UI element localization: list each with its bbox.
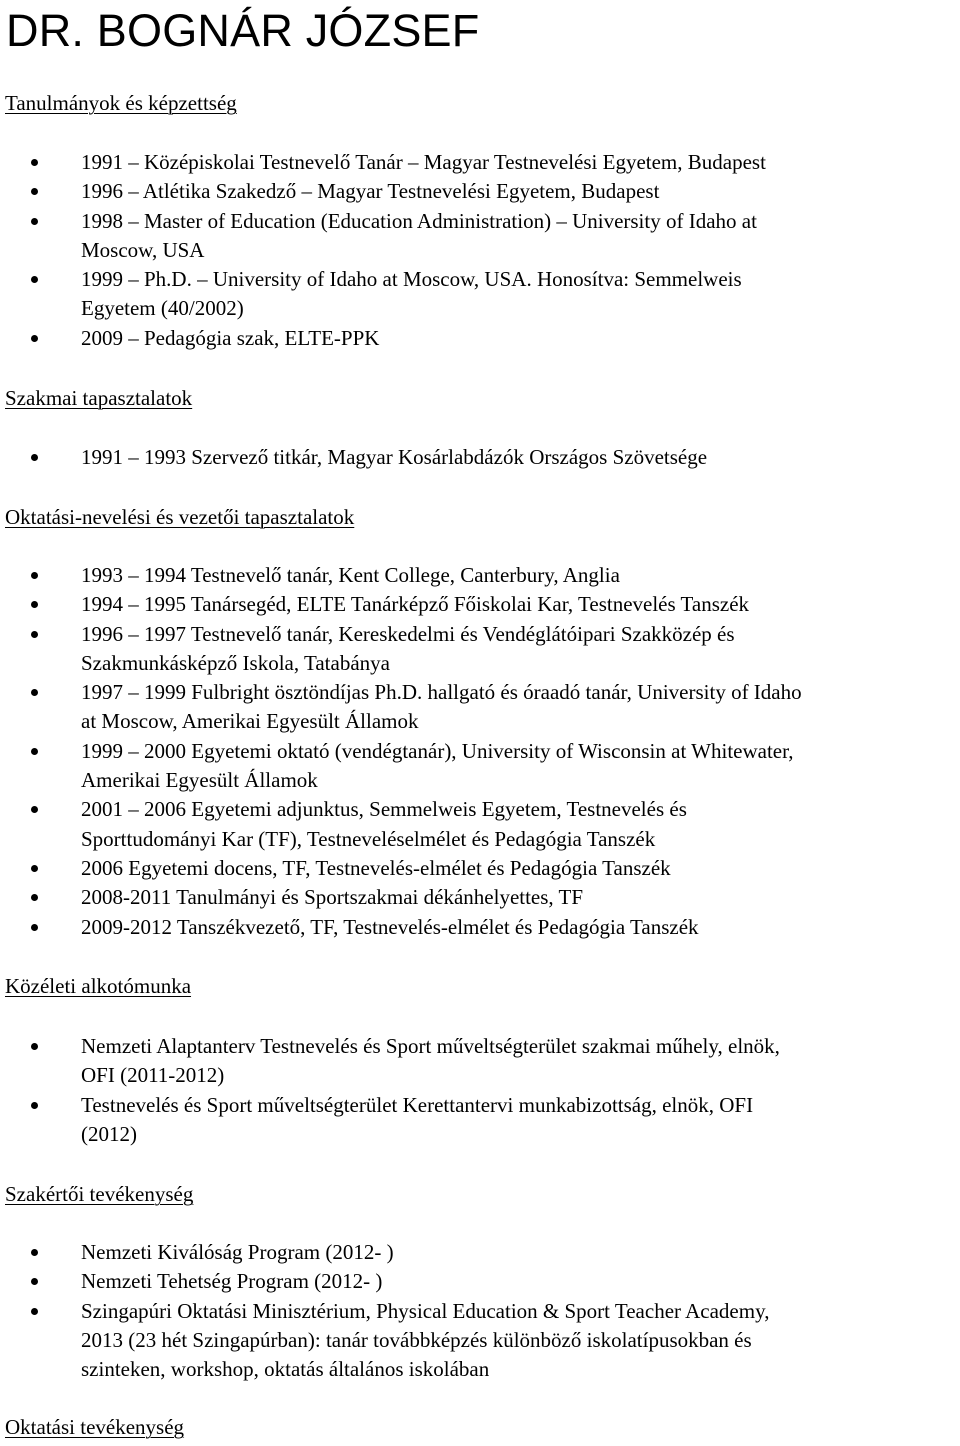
expert-list [0,1238,960,1384]
bullet-icon [31,865,38,872]
list-item: 1994 – 1995 Tanársegéd, ELTE Tanárképző Főiskolai Kar, Testnevelés Tanszék [0,590,960,619]
bullet-icon [31,572,38,579]
education-list [0,148,960,353]
bullet-icon [31,924,38,931]
list-item: 2009 – Pedagógia szak, ELTE-PPK [0,324,960,353]
bullet-icon [31,454,38,461]
list-item: 1993 – 1994 Testnevelő tanár, Kent College, Canterbury, Anglia [0,561,960,590]
list-item: Nemzeti Tehetség Program (2012- ) [0,1267,960,1296]
teaching-activity-heading: Oktatási tevékenység [5,1415,185,1439]
bullet-icon [31,1308,38,1315]
bullet-icon [31,335,38,342]
education-heading: Tanulmányok és képzettség [5,91,237,115]
bullet-icon [31,601,38,608]
bullet-icon [31,689,38,696]
list-item: 1991 – Középiskolai Testnevelő Tanár – Magyar Testnevelési Egyetem, Budapest [0,148,960,177]
list-item: Szingapúri Oktatási Minisztérium, Physical Education & Sport Teacher Academy, 2013 (23 hét Szingapúrban): tanár továbbképzés különböző iskolatípusokban és szinteken, workshop, oktatás általános iskolában [0,1297,960,1385]
bullet-icon [31,276,38,283]
bullet-icon [31,1249,38,1256]
teaching-list [0,561,960,942]
list-item: 1999 – Ph.D. – University of Idaho at Moscow, USA. Honosítva: Semmelweis Egyetem (40/2002) [0,265,960,324]
bullet-icon [31,218,38,225]
list-item: 1999 – 2000 Egyetemi oktató (vendégtanár), University of Wisconsin at Whitewater, Amerikai Egyesült Államok [0,737,960,796]
bullet-icon [31,748,38,755]
list-item: 1997 – 1999 Fulbright ösztöndíjas Ph.D. hallgató és óraadó tanár, University of Idaho at Moscow, Amerikai Egyesült Államok [0,678,960,737]
list-item: 1996 – 1997 Testnevelő tanár, Kereskedelmi és Vendéglátóipari Szakközép és Szakmunkásképző Iskola, Tatabánya [0,620,960,679]
bullet-icon [31,894,38,901]
bullet-icon [31,806,38,813]
list-item: 1991 – 1993 Szervező titkár, Magyar Kosárlabdázók Országos Szövetsége [0,443,960,472]
list-item: Nemzeti Kiválóság Program (2012- ) [0,1238,960,1267]
teaching-heading: Oktatási-nevelési és vezetői tapasztalatok [5,505,355,529]
public-list [0,1032,960,1149]
expert-heading: Szakértői tevékenység [5,1182,194,1206]
list-item: 1998 – Master of Education (Education Administration) – University of Idaho at Moscow, USA [0,207,960,266]
page-title: DR. BOGNÁR JÓZSEF [6,5,480,56]
list-item: 2006 Egyetemi docens, TF, Testnevelés-elmélet és Pedagógia Tanszék [0,854,960,883]
bullet-icon [31,1102,38,1109]
list-item: 2001 – 2006 Egyetemi adjunktus, Semmelweis Egyetem, Testnevelés és Sporttudományi Kar (TF), Testneveléselmélet és Pedagógia Tanszék [0,795,960,854]
list-item: 1996 – Atlétika Szakedző – Magyar Testnevelési Egyetem, Budapest [0,177,960,206]
bullet-icon [31,1278,38,1285]
professional-heading: Szakmai tapasztalatok [5,386,193,410]
bullet-icon [31,1043,38,1050]
bullet-icon [31,631,38,638]
professional-list [0,443,960,472]
bullet-icon [31,188,38,195]
public-heading: Közéleti alkotómunka [5,974,192,998]
list-item: Nemzeti Alaptanterv Testnevelés és Sport műveltségterület szakmai műhely, elnök, OFI (2011-2012) [0,1032,960,1091]
list-item: 2008-2011 Tanulmányi és Sportszakmai dékánhelyettes, TF [0,883,960,912]
bullet-icon [31,159,38,166]
list-item: 2009-2012 Tanszékvezető, TF, Testnevelés-elmélet és Pedagógia Tanszék [0,913,960,942]
list-item: Testnevelés és Sport műveltségterület Kerettantervi munkabizottság, elnök, OFI (2012) [0,1091,960,1150]
